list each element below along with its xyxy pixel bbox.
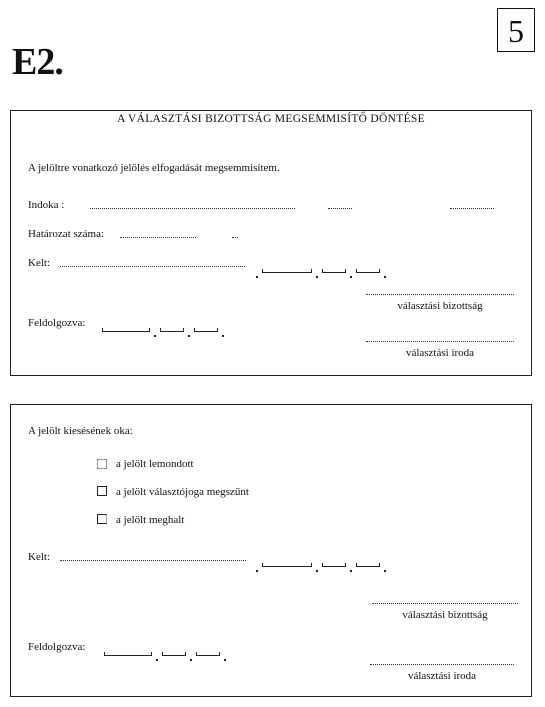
processed-date-field[interactable] — [102, 319, 228, 337]
option-deceased-label: a jelölt meghalt — [116, 514, 185, 526]
office-caption-2: választási iroda — [407, 670, 477, 682]
reason-field-end[interactable] — [450, 208, 494, 209]
reason-field-cont[interactable] — [328, 208, 352, 209]
committee-signature-line[interactable] — [366, 294, 514, 295]
resolution-number-label: Határozat száma: — [28, 228, 105, 240]
option-voting-right-checkbox[interactable] — [97, 486, 107, 496]
page-number-box: 5 — [497, 8, 535, 52]
dated-label: Kelt: — [28, 257, 50, 269]
decision-panel — [10, 110, 532, 376]
dated-date-field-2[interactable] — [258, 554, 390, 572]
dated-place-field-2[interactable] — [60, 560, 246, 561]
option-resigned-checkbox[interactable] — [97, 459, 107, 469]
office-signature-line[interactable] — [366, 341, 514, 342]
processed-label-2: Feldolgozva: — [28, 641, 86, 653]
committee-signature-line-2[interactable] — [372, 603, 518, 604]
reason-field[interactable] — [90, 208, 295, 209]
processed-date-field-2[interactable] — [104, 643, 230, 661]
dated-label-2: Kelt: — [28, 551, 50, 563]
option-voting-right-label: a jelölt választójoga megszűnt — [116, 486, 249, 498]
office-caption: választási iroda — [405, 347, 475, 359]
reason-label: Indoka : — [28, 199, 65, 211]
committee-caption-2: választási bizottság — [402, 609, 488, 621]
dropout-panel-title: A jelölt kiesésének oka: — [28, 425, 133, 437]
processed-label: Feldolgozva: — [28, 317, 86, 329]
office-signature-line-2[interactable] — [370, 664, 514, 665]
dated-date-field[interactable] — [258, 260, 390, 278]
decision-panel-title: A VÁLASZTÁSI BIZOTTSÁG MEGSEMMISÍTŐ DÖNTÉSE — [117, 113, 425, 125]
dated-place-field[interactable] — [60, 266, 245, 267]
option-deceased-checkbox[interactable] — [97, 514, 107, 524]
annulment-statement: A jelöltre vonatkozó jelölés elfogadását megsemmisítem. — [28, 162, 280, 174]
committee-caption: választási bizottság — [397, 300, 483, 312]
dropout-panel — [10, 404, 532, 697]
form-code: E2. — [12, 41, 63, 83]
option-resigned-label: a jelölt lemondott — [116, 458, 194, 470]
resolution-number-field[interactable] — [120, 237, 196, 238]
resolution-number-field-end[interactable] — [232, 237, 238, 238]
